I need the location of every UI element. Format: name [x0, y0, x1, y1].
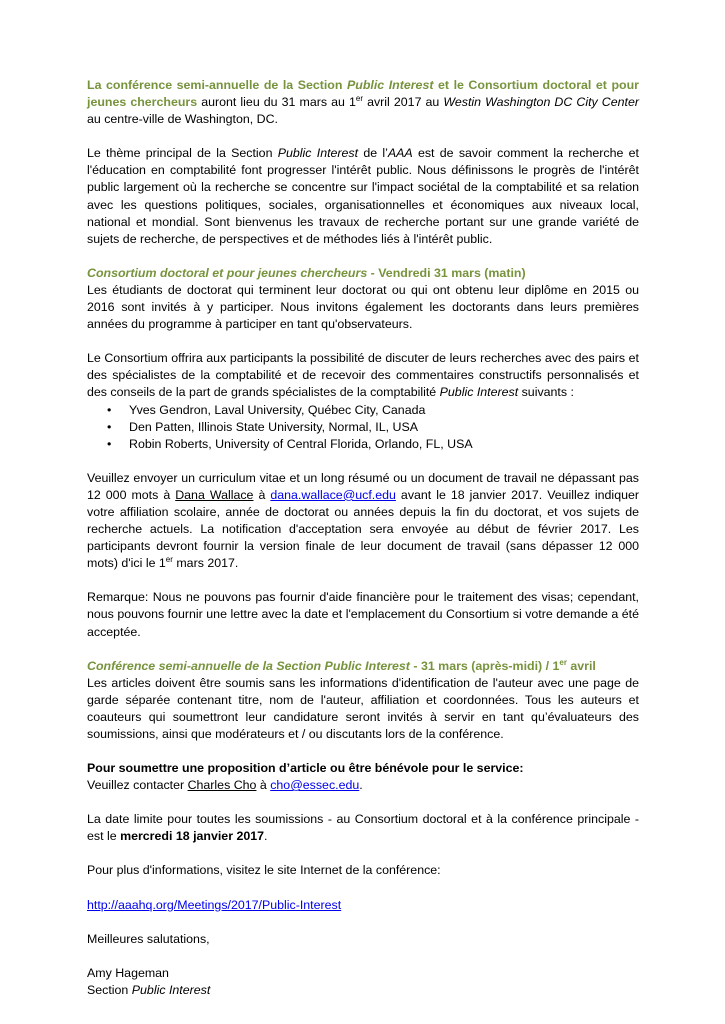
dana-wallace-email-link[interactable]: dana.wallace@ucf.edu — [270, 487, 396, 502]
charles-cho-email-link[interactable]: cho@essec.edu — [270, 778, 360, 793]
submit-heading: Pour soumettre une proposition d’article ou être bénévole pour le service: — [87, 761, 524, 776]
consortium-heading: Consortium doctoral et pour jeunes chercheurs - Vendredi 31 mars (matin) — [87, 265, 526, 280]
charles-cho-name: Charles Cho — [187, 778, 257, 793]
visa-note-paragraph: Remarque: Nous ne pouvons pas fournir d'aide financière pour le traitement des visas; cependant, nous pouvons fournir une lettre avec la date et l'emplacement du Consortium si votre demande a été acceptée. — [87, 590, 639, 639]
consortium-offer-paragraph: Le Consortium offrira aux participants la possibilité de discuter de leurs recherches avec des pairs et des spécialistes de la comptabilité et de recevoir des commentaires constructifs personnalisés et des conseils de la part de grands spécialistes de la comptabilité Public Interest suivants : — [87, 351, 639, 400]
submission-paragraph: Veuillez envoyer un curriculum vitae et un long résumé ou un document de travail ne dépassant pas 12 000 mots à Dana Wallace à dana.wallace@ucf.edu avant le 18 janvier 2017. Veuillez indiquer votre affiliation scolaire, année de doctorat ou années depuis la fin du doctorat, et vos sujets de recherche actuels. La notification d'acceptation sera envoyée au début de février 2017. Les participants devront fournir la version finale de leur document de travail (sans dépasser 12 000 mots) d'ici le 1er mars 2017. — [87, 470, 639, 571]
letter — [87, 77, 639, 999]
signature-name: Amy Hageman — [87, 965, 169, 980]
intro-paragraph: La conférence semi-annuelle de la Section Public Interest et le Consortium doctoral et pour jeunes chercheurs auront lieu du 31 mars au 1er avril 2017 au Westin Washington DC City Center au centre-ville de Washington, DC. — [87, 78, 639, 127]
venue: Westin Washington DC City Center — [443, 95, 639, 110]
consortium-paragraph: Les étudiants de doctorat qui terminent leur doctorat ou qui ont obtenu leur diplôme en 2015 ou 2016 sont invités à y participer. Nous invitons également les doctorants dans leurs premières années du programme à participer en tant qu'observateurs. — [87, 282, 639, 332]
speaker-list — [87, 402, 639, 453]
closing-line: Meilleures salutations, — [87, 931, 210, 946]
more-info-line: Pour plus d'informations, visitez le site Internet de la conférence: — [87, 863, 441, 878]
list-item: • Yves Gendron, Laval University, Québec City, Canada — [129, 402, 639, 419]
dana-wallace-name: Dana Wallace — [175, 487, 254, 502]
conference-url-link[interactable]: http://aaahq.org/Meetings/2017/Public-Interest — [87, 897, 342, 912]
list-item: • Den Patten, Illinois State University, Normal, IL, USA — [129, 419, 639, 436]
theme-paragraph: Le thème principal de la Section Public Interest de l’AAA est de savoir comment la recherche et l'éducation en comptabilité font progresser l'intérêt public. Nous définissons le progrès de l'intérêt public largement où la recherche se concentre sur l'impact sociétal de la comptabilité et sa relation avec les questions politiques, sociales, organisationnelles et économiques aux niveaux local, national et mondial. Sont bienvenus les travaux de recherche portant sur une grande variété de sujets de recherche, de perspectives et de méthodes liés à l'intérêt public. — [87, 146, 639, 246]
list-item: • Robin Roberts, University of Central Florida, Orlando, FL, USA — [129, 436, 639, 453]
signature-section: Section Public Interest — [87, 982, 211, 997]
conference-paragraph: Les articles doivent être soumis sans les informations d'identification de l'auteur avec une page de garde séparée contenant titre, nom de l'auteur, affiliation et coordonnées. Tous les auteurs et coauteurs qui soumettront leur candidature seront invités à servir en tant qu’évaluateurs des soumissions, ainsi que modérateurs et / ou discutants lors de la conférence. — [87, 675, 639, 741]
intro-heading: La conférence semi-annuelle de la Section Public Interest et le Consortium doctoral et pour jeunes chercheurs — [87, 78, 639, 110]
contact-line: Veuillez contacter Charles Cho à cho@essec.edu. — [87, 778, 363, 793]
deadline-paragraph: La date limite pour toutes les soumissions - au Consortium doctoral et à la conférence principale - est le mercredi 18 janvier 2017. — [87, 812, 639, 844]
conference-heading: Conférence semi-annuelle de la Section Public Interest - 31 mars (après-midi) / 1er avril — [87, 657, 596, 673]
